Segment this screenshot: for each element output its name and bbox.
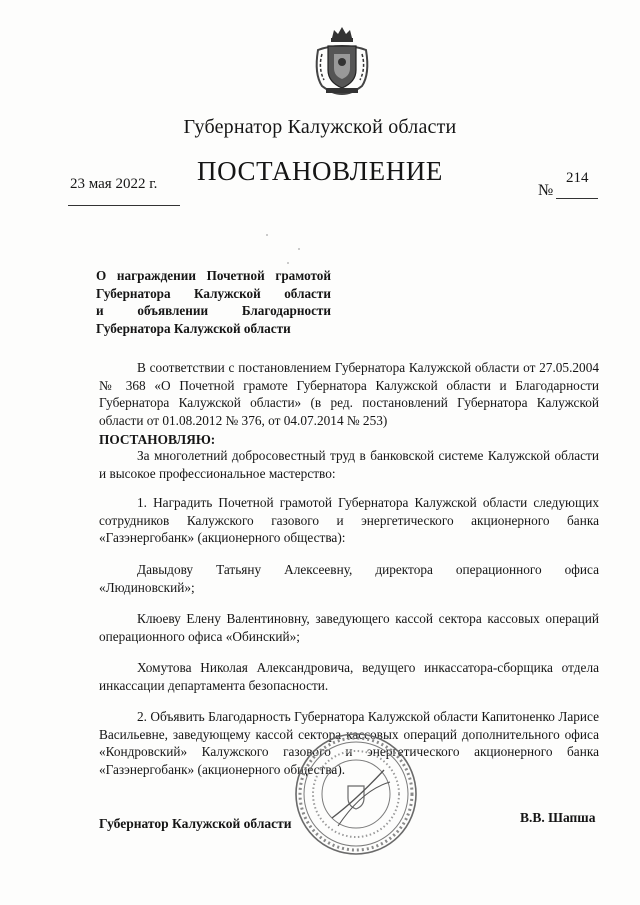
decree-number: 214 [566,170,589,186]
subject-line: О награждении Почетной грамотой [96,268,331,283]
subject-line: Губернатора Калужской области [96,285,331,301]
preamble-paragraph: В соответствии с постановлением Губернатора Калужской области от 27.05.2004 № 368 «О Почетной грамоте Губернатора Калужской области и Благодарности Губернатора Калужской области» (в ред. постановлений Губернатора Калужской области от 01.08.2012 № 376, от 04.07.2014 № 253) [99,360,599,428]
governor-heading: Губернатор Калужской области [183,116,457,138]
number-sign: № [538,182,554,199]
awardee-1: Давыдову Татьяну Алексеевну, директора операционного офиса «Людиновский»; [99,562,599,595]
awardee-2: Клюеву Елену Валентиновну, заведующего кассой сектора кассовых операций операционного офиса «Обинский»; [99,611,599,644]
coat-of-arms-icon [312,24,372,96]
document-type-title: ПОСТАНОВЛЕНИЕ [196,156,444,186]
reason-paragraph: За многолетний добросовестный труд в банковской системе Калужской области и высокое профессиональное мастерство: [99,448,599,481]
item-2-paragraph: 2. Объявить Благодарность Губернатора Калужской области Капитоненко Ларисе Васильевне, заведующему кассой сектора кассовых операций дополнительного офиса «Кондровский» Калужского газового и энергетического акционерного банка «Газэнергобанк» (акционерного общества). [99,709,599,777]
official-seal-icon [292,730,420,858]
decree-date: 23 мая 2022 г. [70,176,158,192]
subject-block [96,267,331,337]
awardee-3: Хомутова Николая Александровича, ведущего инкассатора-сборщика отдела инкассации департамента безопасности. [99,660,599,693]
number-underline [556,198,598,199]
item-1-paragraph: 1. Наградить Почетной грамотой Губернатора Калужской области следующих сотрудников Калужского газового и энергетического акционерного банка «Газэнергобанк» (акционерного общества): [99,495,599,545]
subject-line: Губернатора Калужской области [96,320,291,336]
date-underline [68,205,180,206]
subject-line: и объявлении Благодарности [96,303,331,318]
signatory-name: В.В. Шапша [520,810,596,825]
resolve-heading: ПОСТАНОВЛЯЮ: [99,432,216,447]
signature-title: Губернатор Калужской области [99,816,292,831]
